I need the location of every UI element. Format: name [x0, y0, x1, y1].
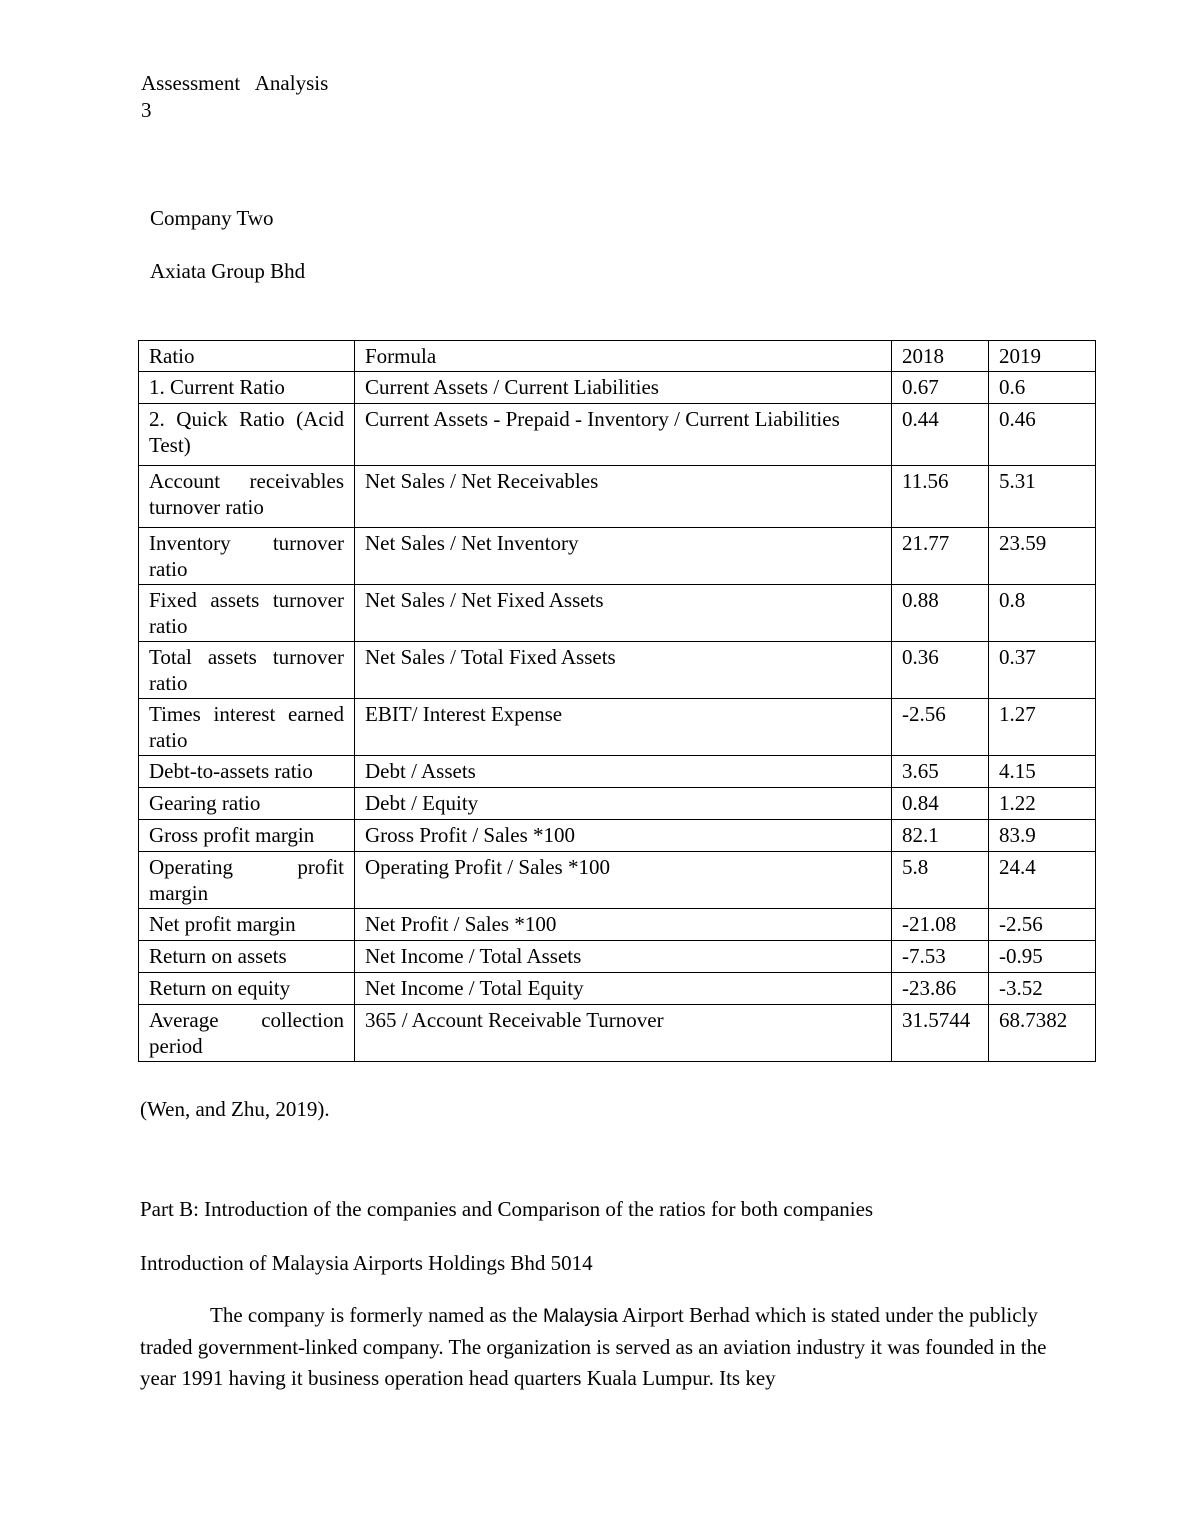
ratio-cell: Total assets turnover ratio — [139, 642, 355, 699]
table-header-row — [139, 341, 1096, 372]
value-2019-cell: 23.59 — [989, 528, 1096, 585]
value-2018-cell: 0.67 — [892, 372, 989, 404]
ratio-table — [138, 340, 1096, 1062]
company-label: Company Two — [150, 206, 274, 230]
table-row — [139, 788, 1096, 820]
table-row — [139, 642, 1096, 699]
formula-cell: Gross Profit / Sales *100 — [355, 820, 892, 852]
ratio-cell: Debt-to-assets ratio — [139, 756, 355, 788]
ratio-cell: Return on assets — [139, 941, 355, 973]
formula-cell: Current Assets / Current Liabilities — [355, 372, 892, 404]
formula-cell: Net Profit / Sales *100 — [355, 909, 892, 941]
value-2018-cell: 3.65 — [892, 756, 989, 788]
formula-cell: Debt / Assets — [355, 756, 892, 788]
citation: (Wen, and Zhu, 2019). — [140, 1097, 330, 1121]
formula-cell: 365 / Account Receivable Turnover — [355, 1005, 892, 1062]
part-b-heading: Part B: Introduction of the companies and Comparison of the ratios for both companies — [140, 1197, 874, 1221]
table-row — [139, 585, 1096, 642]
value-2019-cell: 1.27 — [989, 699, 1096, 756]
value-2018-cell: 82.1 — [892, 820, 989, 852]
paragraph-text-2: Airport Berhad which is stated under the publicly traded government-linked company. The organization is served as an aviation industry it was founded in the year 1991 having it business operation head quarters Kuala Lumpur. Its key — [140, 1303, 1047, 1390]
value-2019-cell: 83.9 — [989, 820, 1096, 852]
ratio-cell: Net profit margin — [139, 909, 355, 941]
ratio-cell: Return on equity — [139, 973, 355, 1005]
formula-cell: Debt / Equity — [355, 788, 892, 820]
paragraph-text-malaysia: Malaysia — [542, 1306, 618, 1327]
table-row — [139, 404, 1096, 466]
ratio-cell: Times interest earned ratio — [139, 699, 355, 756]
value-2018-cell: 11.56 — [892, 466, 989, 528]
formula-cell: Current Assets - Prepaid - Inventory / Current Liabilities — [355, 404, 892, 466]
value-2019-cell: 0.46 — [989, 404, 1096, 466]
company-name: Axiata Group Bhd — [150, 259, 306, 283]
intro-paragraph — [140, 1300, 1055, 1394]
table-row — [139, 820, 1096, 852]
value-2019-cell: 24.4 — [989, 852, 1096, 909]
ratio-cell: Average collection period — [139, 1005, 355, 1062]
ratio-cell: Gearing ratio — [139, 788, 355, 820]
value-2018-cell: 0.36 — [892, 642, 989, 699]
value-2019-cell: 1.22 — [989, 788, 1096, 820]
header-formula: Formula — [355, 341, 892, 372]
table-row — [139, 372, 1096, 404]
formula-cell: EBIT/ Interest Expense — [355, 699, 892, 756]
ratio-cell: 1. Current Ratio — [139, 372, 355, 404]
value-2019-cell: 4.15 — [989, 756, 1096, 788]
formula-cell: Operating Profit / Sales *100 — [355, 852, 892, 909]
table-row — [139, 909, 1096, 941]
value-2018-cell: 21.77 — [892, 528, 989, 585]
table-row — [139, 756, 1096, 788]
value-2019-cell: 68.7382 — [989, 1005, 1096, 1062]
formula-cell: Net Sales / Net Inventory — [355, 528, 892, 585]
value-2018-cell: 31.5744 — [892, 1005, 989, 1062]
value-2019-cell: -3.52 — [989, 973, 1096, 1005]
value-2019-cell: 0.6 — [989, 372, 1096, 404]
header-ratio: Ratio — [139, 341, 355, 372]
ratio-cell: Gross profit margin — [139, 820, 355, 852]
paragraph-text-1: The company is formerly named as the — [210, 1303, 543, 1327]
ratio-cell: Operating profit margin — [139, 852, 355, 909]
value-2019-cell: 5.31 — [989, 466, 1096, 528]
value-2018-cell: 0.88 — [892, 585, 989, 642]
value-2018-cell: 5.8 — [892, 852, 989, 909]
table-row — [139, 941, 1096, 973]
value-2018-cell: 0.44 — [892, 404, 989, 466]
formula-cell: Net Income / Total Assets — [355, 941, 892, 973]
running-head-title: Assessment Analysis — [141, 71, 329, 95]
formula-cell: Net Income / Total Equity — [355, 973, 892, 1005]
table-row — [139, 852, 1096, 909]
running-header — [141, 70, 328, 124]
value-2018-cell: -7.53 — [892, 941, 989, 973]
ratio-cell: Inventory turnover ratio — [139, 528, 355, 585]
table-row — [139, 528, 1096, 585]
table-row — [139, 466, 1096, 528]
header-2019: 2019 — [989, 341, 1096, 372]
formula-cell: Net Sales / Net Fixed Assets — [355, 585, 892, 642]
table-row — [139, 699, 1096, 756]
header-2018: 2018 — [892, 341, 989, 372]
value-2019-cell: 0.37 — [989, 642, 1096, 699]
value-2019-cell: 0.8 — [989, 585, 1096, 642]
formula-cell: Net Sales / Net Receivables — [355, 466, 892, 528]
value-2018-cell: -2.56 — [892, 699, 989, 756]
value-2018-cell: -21.08 — [892, 909, 989, 941]
intro-heading: Introduction of Malaysia Airports Holdings Bhd 5014 — [140, 1251, 593, 1275]
table-row — [139, 973, 1096, 1005]
page-number: 3 — [141, 98, 152, 122]
ratio-cell: Fixed assets turnover ratio — [139, 585, 355, 642]
ratio-cell: Account receivables turnover ratio — [139, 466, 355, 528]
formula-cell: Net Sales / Total Fixed Assets — [355, 642, 892, 699]
ratio-cell: 2. Quick Ratio (Acid Test) — [139, 404, 355, 466]
value-2019-cell: -2.56 — [989, 909, 1096, 941]
value-2018-cell: 0.84 — [892, 788, 989, 820]
value-2018-cell: -23.86 — [892, 973, 989, 1005]
value-2019-cell: -0.95 — [989, 941, 1096, 973]
table-row — [139, 1005, 1096, 1062]
